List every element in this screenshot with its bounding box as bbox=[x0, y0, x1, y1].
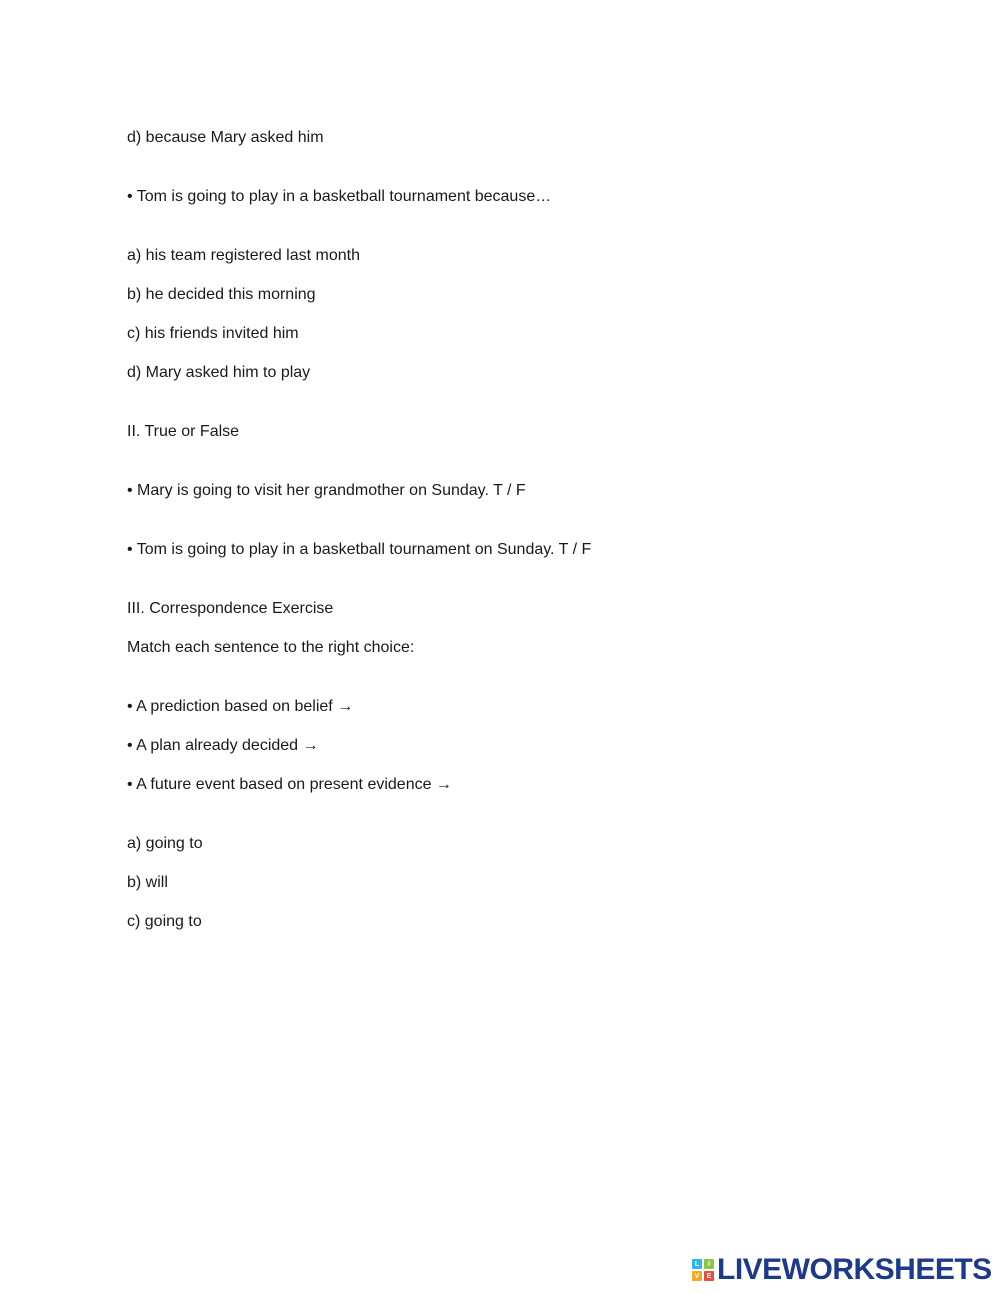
liveworksheets-logo bbox=[692, 1253, 992, 1286]
match-instructions: Match each sentence to the right choice: bbox=[127, 639, 415, 656]
logo-mark-icon bbox=[692, 1259, 714, 1281]
match-item-1: • A prediction based on belief → bbox=[127, 698, 354, 715]
true-false-item-2: • Tom is going to play in a basketball tournament on Sunday. T / F bbox=[127, 541, 592, 558]
logo-wordmark: LIVEWORKSHEETS bbox=[717, 1253, 992, 1286]
logo-letter-e: E bbox=[704, 1271, 714, 1281]
answer-option-a: a) his team registered last month bbox=[127, 247, 360, 264]
match-choice-a: a) going to bbox=[127, 835, 203, 852]
logo-letter-i: I bbox=[704, 1259, 714, 1269]
answer-option-c: c) his friends invited him bbox=[127, 325, 299, 342]
true-false-item-1: • Mary is going to visit her grandmother on Sunday. T / F bbox=[127, 482, 526, 499]
match-item-2: • A plan already decided → bbox=[127, 737, 319, 754]
question-tom-tournament-reason: • Tom is going to play in a basketball tournament because… bbox=[127, 188, 552, 205]
match-choice-c: c) going to bbox=[127, 913, 202, 930]
answer-option-b: b) he decided this morning bbox=[127, 286, 316, 303]
section-heading-true-false: II. True or False bbox=[127, 423, 240, 440]
match-item-3: • A future event based on present evidence → bbox=[127, 776, 452, 793]
logo-letter-v: V bbox=[692, 1271, 702, 1281]
answer-option-d-because-mary: d) because Mary asked him bbox=[127, 129, 324, 146]
logo-letter-l: L bbox=[692, 1259, 702, 1269]
answer-option-d: d) Mary asked him to play bbox=[127, 364, 311, 381]
section-heading-correspondence: III. Correspondence Exercise bbox=[127, 600, 334, 617]
match-choice-b: b) will bbox=[127, 874, 168, 891]
